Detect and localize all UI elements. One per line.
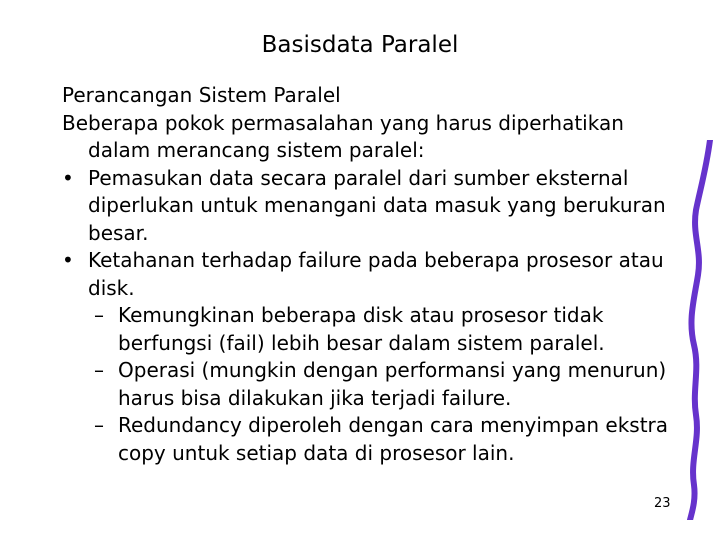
sub-list-item [62,412,692,467]
sub-list-item [62,302,692,357]
list-item-text: Pemasukan data secara paralel dari sumber eksternal diperlukan untuk menangani data masuk yang berukuran besar. [88,165,666,245]
sub-list-item-text: Kemungkinan beberapa disk atau prosesor tidak berfungsi (fail) lebih besar dalam sistem paralel. [118,303,605,355]
sub-list-item [62,357,692,412]
dash-icon: – [94,303,104,327]
dash-icon: – [94,413,104,437]
list-item-text: Ketahanan terhadap failure pada beberapa prosesor atau disk. [88,248,664,300]
slide-title: Basisdata Paralel [261,32,459,58]
sub-list-item-text: Redundancy diperoleh dengan cara menyimpan ekstra copy untuk setiap data di prosesor lain. [118,413,669,465]
intro-text: Beberapa pokok permasalahan yang harus diperhatikan dalam merancang sistem paralel: [62,110,624,162]
slide-body [62,82,692,467]
decorative-squiggle-icon [676,140,716,520]
list-item [62,247,692,302]
page-number: 23 [654,496,671,511]
dash-icon: – [94,358,104,382]
sub-list-item-text: Operasi (mungkin dengan performansi yang menurun) harus bisa dilakukan jika terjadi failure. [118,358,667,410]
list-item [62,165,692,248]
bullet-icon: • [62,248,74,272]
slide-heading: Perancangan Sistem Paralel [62,83,341,107]
bullet-icon: • [62,165,74,190]
